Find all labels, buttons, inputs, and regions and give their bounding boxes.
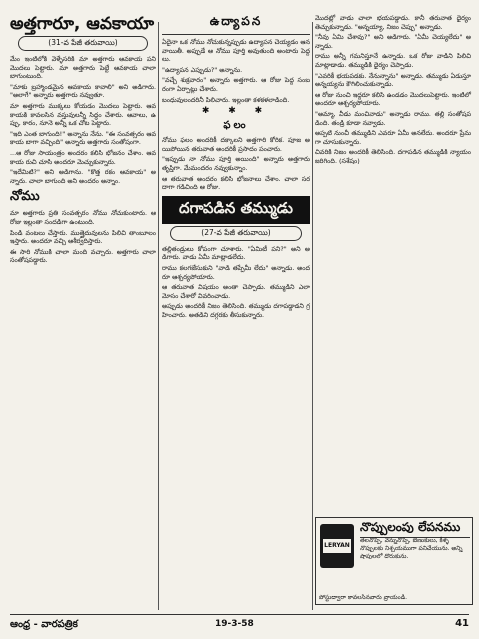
paragraph: "ఇది ఎంత బాగుంది!" అన్నాను నేను. "ఈ సంవత్సరం ఆవకాయ బాగా వచ్చింది" అన్నారు అత్తగారు సంతోషంగా. [10,129,156,147]
paragraph: తల్లితండ్రులు కోపంగా చూశారు. "ఏమిటీ పని?" అని అడిగారు. వాడు ఏమీ మాట్లాడలేదు. [162,244,310,262]
paragraph: పిండి వంటలు చేస్తారు. ముత్తైదువులను పిలిచి తాంబూలం ఇస్తారు. అందరూ వచ్చి ఆశీర్వదిస్తారు. [10,228,156,246]
column-divider [158,22,159,610]
product-label [323,539,351,553]
column-2 [162,14,310,321]
paragraph: "వచ్చే శుక్రవారం" అన్నారు అత్తగారు. ఆ రోజు పెద్ద సంబరంగా ఏర్పాట్లు చేశారు. [162,76,310,93]
paragraph: ఈ సారి నోముకి చాలా మంది వచ్చారు. అత్తగారు చాలా సంతోషపడ్డారు. [10,247,156,265]
paragraph: మా అత్తగారు ప్రతి సంవత్సరం నోము నోచుకుంటారు. ఆ రోజు ఇల్లంతా సందడిగా ఉంటుంది. [10,209,156,226]
paragraph: ...ఆ రోజు సాయంత్రం అందరం కలిసి భోజనం చేశాం. ఆవకాయ రుచి చూసి అందరూ మెచ్చుకున్నారు. [10,148,156,166]
continuation-note: (31-వ పేజీ తరువాయి) [18,36,148,51]
paragraph: అప్పటి నుంచీ తమ్ముడిని ఎవరూ ఏమీ అనలేదు. అందరూ ప్రేమగా చూసుకున్నారు. [315,129,471,146]
paragraph: రాము అన్నీ గమనిస్తూనే ఉన్నాడు. ఒక రోజు వాడిని పిలిచి మాట్లాడాడు. తమ్ముడికి ధైర్యం చెప్పాడు. [315,52,471,69]
paragraph: మేం ఇంటిలోకి వెళ్ళేసరికి మా అత్తగారు ఆవకాయ పని మొదలు పెట్టారు. మా అత్తగారు పెట్టే ఆవకాయ చాలా బాగుంటుంది. [10,55,156,81]
product-tin-icon [320,524,354,568]
page-number: 41 [455,618,469,629]
continuation-note: (27-వ పేజీ తరువాయి) [170,226,302,241]
paragraph: నోము ఫలం అందరికీ దక్కాలని అత్తగారి కోరిక. పూజ అయిపోయిన తరువాత అందరికీ ప్రసాదం పంచారు. [162,136,310,153]
ad-footer: పోస్టుద్వారా కావలసినవారు వ్రాయండి. [319,594,408,601]
paragraph: మొదట్లో వాడు చాలా భయపడ్డాడు. కానీ తరువాత ధైర్యం తెచ్చుకున్నాడు. "అన్నయ్యా, నిజం చెప్పు" అన్నాడు. [315,14,471,31]
paragraph: అప్పుడు అందరికీ నిజం తెలిసింది. తమ్ముడు దగాపడ్డాడని గ్రహించారు. అతడిని దగ్గరకు తీసుకున్నారు. [162,302,310,319]
article-title: అత్తగారూ, ఆవకాయా [10,14,155,34]
page-footer [10,614,469,633]
paragraph: ఆ రోజు నుంచి ఇద్దరూ కలిసి ఉండడం మొదలుపెట్టారు. ఇంటిలో అందరూ ఆశ్చర్యపోయారు. [315,90,471,108]
paragraph: "అమ్మా, వీడు మంచివాడు" అన్నాడు రాము. తల్లి సంతోషపడింది. తండ్రి కూడా నవ్వాడు. [315,109,471,127]
paragraph: "నీవు ఏమి చేశావు?" అని అడిగారు. "ఏమీ చెయ్యలేదు" అన్నాడు. [315,33,471,50]
paragraph: ఆ తరువాత విషయం అంతా చెప్పాడు. తమ్ముడిని ఎలా మోసం చేశారో వివరించాడు. [162,283,310,300]
paragraph: "ఇదేమిటి?" అని అడిగాను. "కొత్త రకం ఆవకాయ" అన్నారు. చాలా బాగుంది అని అందరం అన్నాం. [10,168,156,185]
publication-name: ఆంధ్ర - వారపత్రిక [10,619,78,630]
paragraph: చివరికి నిజం అందరికీ తెలిసింది. దగాపడిన తమ్ముడికి న్యాయం జరిగింది. (సశేషం) [315,148,471,165]
column-divider [312,22,313,610]
paragraph: ఏదైనా ఒక నోము నోచుకున్నప్పుడు ఉద్యాపన చెయ్యడం ఆనవాయితీ. అప్పుడే ఆ నోము పూర్తి అవుతుంది అంటారు పెద్దలు. [162,38,310,64]
paragraph: "ఎవరికీ భయపడకు. నేనున్నాను" అన్నాడు. తమ్ముడు ఏడుస్తూ అన్నయ్యను కౌగిలించుకున్నాడు. [315,71,471,89]
article-banner: దగాపడిన తమ్ముడు [162,196,310,224]
ornament-stars: ✱ ✱ ✱ [201,106,271,117]
paragraph: మా అత్తగారు ముక్కలు కోయడం మొదలు పెట్టారు. ఆవకాయకి కావలసిన వస్తువులన్నీ సిద్ధం చేశారు. ఆవాలు, ఉప్పు, కారం, నూనె అన్నీ ఒక చోట పెట్టారు. [10,101,156,128]
section-title: ఉద్యాపన [209,14,263,28]
paragraph: బంధువులందరినీ పిలిచారు. ఇల్లంతా కళకళలాడింది. [162,95,290,104]
divider [162,34,310,35]
paragraph: "ఇప్పుడు నా నోము పూర్తి అయింది" అన్నారు అత్తగారు తృప్తిగా. మేమందరం నవ్వుకున్నాం. [162,155,310,172]
paragraph: "ఉద్యాపన ఎప్పుడు?" అన్నాను. [162,65,243,74]
section-heading: ఫలం [223,120,249,132]
column-3 [315,14,471,168]
column-1 [10,14,156,267]
paragraph: "మాకు బ్రహ్మాండమైన ఆవకాయ కావాలి" అని అడిగారు. "అలాగే" అన్నారు అత్తగారు నవ్వుతూ. [10,82,156,100]
paragraph: రాము కలగజేసుకుని "వాడి తప్పేమీ లేదు" అన్నాడు. అందరూ ఆశ్చర్యపోయారు. [162,263,310,281]
issue-date: 19-3-58 [215,619,254,629]
ad-title: నొప్పులంపు లేపనము [360,520,470,538]
ad-text: తలనొప్పి, వెన్నునొప్పి, బెణుకులు, కీళ్ళ నొప్పులకు నిశ్చయముగా పనిచేయును. అన్ని షాపులలో దొరుకును. [360,537,463,560]
section-heading: నోము [10,189,40,205]
advertisement-box [315,517,473,605]
paragraph: ఆ తరువాత అందరం కలిసి భోజనాలు చేశాం. చాలా సరదాగా గడిచింది ఆ రోజు. [162,174,310,192]
product-brand: LERYAN [324,542,350,549]
